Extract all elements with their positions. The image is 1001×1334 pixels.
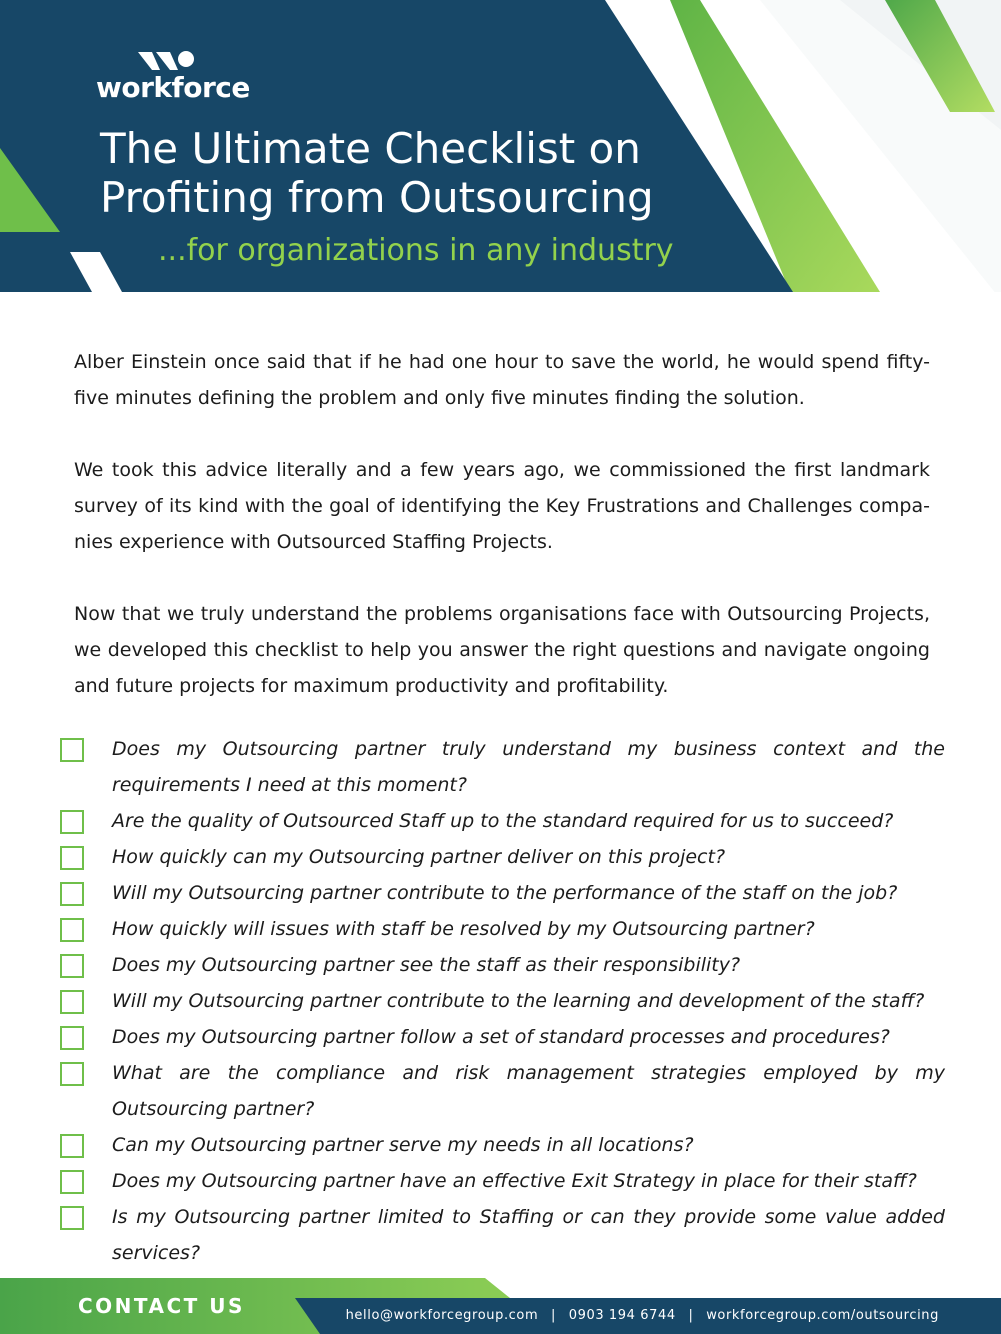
checkbox[interactable] <box>60 738 84 762</box>
checkbox[interactable] <box>60 954 84 978</box>
checklist-item-text: How quickly can my Outsourcing partner deliver on this project? <box>112 846 726 868</box>
checklist-item-text: Are the quality of Outsourced Staff up to the standard required for us to succeed? <box>112 810 894 832</box>
page-title <box>100 124 654 222</box>
checkbox[interactable] <box>60 810 84 834</box>
checkbox[interactable] <box>60 990 84 1014</box>
checklist-item-text: Is my Outsourcing partner limited to Staffing or can they provide some value added services? <box>112 1206 945 1264</box>
separator: | <box>688 1308 694 1323</box>
contact-phone[interactable]: 0903 194 6744 <box>568 1308 676 1323</box>
intro-paragraph: We took this advice literally and a few years ago, we commissioned the first landmark survey of its kind with the goal of identifying the Key Frustrations and Challenges compa-nies experience with Outsourced Staffing Projects. <box>74 459 930 553</box>
checklist-item <box>60 983 945 1019</box>
checklist-item-text: Does my Outsourcing partner see the staff as their responsibility? <box>112 954 741 976</box>
checklist-item <box>60 1127 945 1163</box>
checklist <box>60 731 945 1271</box>
contact-website[interactable]: workforcegroup.com/outsourcing <box>706 1308 939 1323</box>
checkbox[interactable] <box>60 1206 84 1230</box>
checkbox[interactable] <box>60 1134 84 1158</box>
intro-paragraph: Now that we truly understand the problems organisations face with Outsourcing Projects, we developed this checklist to help you answer the right questions and navigate ongoing and future projects for maximum productivity and profitability. <box>74 603 930 697</box>
checklist-item <box>60 839 945 875</box>
checkbox[interactable] <box>60 918 84 942</box>
checklist-item-text: Can my Outsourcing partner serve my needs in all locations? <box>112 1134 694 1156</box>
checkbox[interactable] <box>60 846 84 870</box>
checklist-item-text: Does my Outsourcing partner have an effective Exit Strategy in place for their staff? <box>112 1170 917 1192</box>
workforce-logo <box>96 48 256 108</box>
checklist-item <box>60 875 945 911</box>
logo-wordmark: workforce <box>96 71 250 104</box>
checklist-item <box>60 1055 945 1127</box>
checklist-item-text: Will my Outsourcing partner contribute to the performance of the staff on the job? <box>112 882 898 904</box>
checklist-item <box>60 1199 945 1271</box>
checklist-item <box>60 731 945 803</box>
contact-email[interactable]: hello@workforcegroup.com <box>345 1308 539 1323</box>
checkbox[interactable] <box>60 1062 84 1086</box>
checklist-item <box>60 947 945 983</box>
title-line: The Ultimate Checklist on <box>100 124 641 173</box>
checklist-item-text: Does my Outsourcing partner truly understand my business context and the requirements I need at this moment? <box>112 738 945 796</box>
checklist-item-text: Will my Outsourcing partner contribute to the learning and development of the staff? <box>112 990 925 1012</box>
checkbox[interactable] <box>60 1026 84 1050</box>
contact-us-label: CONTACT US <box>78 1294 245 1318</box>
checkbox[interactable] <box>60 1170 84 1194</box>
checklist-item <box>60 1019 945 1055</box>
checklist-item <box>60 803 945 839</box>
checklist-item-text: What are the compliance and risk management strategies employed by my Outsourcing partner? <box>112 1062 945 1120</box>
checkbox[interactable] <box>60 882 84 906</box>
checklist-item-text: Does my Outsourcing partner follow a set of standard processes and procedures? <box>112 1026 890 1048</box>
page-subtitle: ...for organizations in any industry <box>158 233 674 268</box>
title-line: Profiting from Outsourcing <box>100 173 654 222</box>
checklist-item-text: How quickly will issues with staff be resolved by my Outsourcing partner? <box>112 918 815 940</box>
contact-info <box>346 1308 939 1323</box>
checklist-item <box>60 911 945 947</box>
separator: | <box>550 1308 556 1323</box>
checklist-item <box>60 1163 945 1199</box>
intro-paragraph: Alber Einstein once said that if he had one hour to save the world, he would spend fifty-five minutes defining the problem and only five minutes finding the solution. <box>74 351 930 409</box>
intro-section <box>74 344 930 740</box>
